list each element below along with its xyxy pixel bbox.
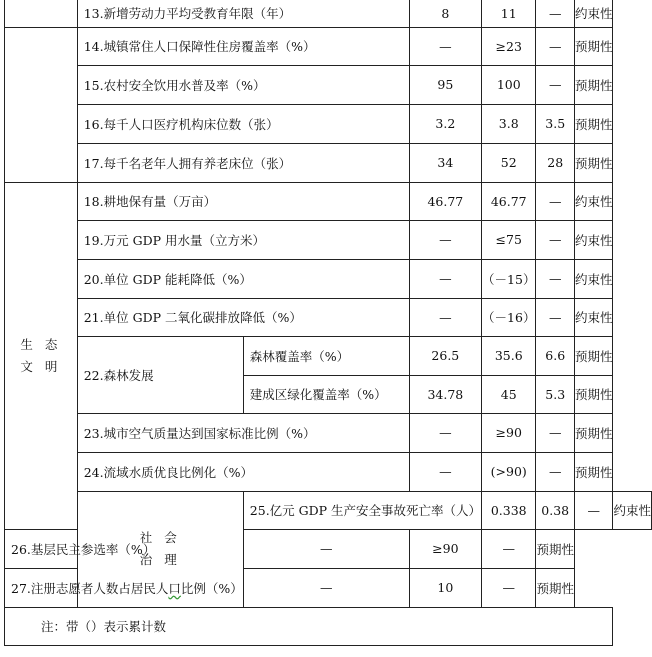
- value-growth: 28: [536, 143, 575, 182]
- indicator-label-group: 22.森林发展: [77, 336, 243, 413]
- attribute-cell: 预期性: [574, 375, 613, 413]
- value-base: —: [243, 529, 409, 568]
- indicator-label-part: 比例（%）: [180, 580, 243, 596]
- category-label: 生 态 文 明: [20, 336, 62, 374]
- value-target: ≤75: [482, 220, 536, 259]
- table-row: [5, 607, 652, 645]
- indicator-label: 13.新增劳动力平均受教育年限（年）: [77, 0, 409, 27]
- table-row: [5, 336, 652, 375]
- table-row: [5, 27, 652, 65]
- table-row: [5, 259, 652, 298]
- value-target: 45: [482, 375, 536, 413]
- value-growth: 3.5: [536, 104, 575, 143]
- table-row: [5, 452, 652, 491]
- table-note: 注：带（）表示累计数: [5, 607, 613, 645]
- table-row: [5, 65, 652, 104]
- value-growth: 5.3: [536, 375, 575, 413]
- value-target: ≥90: [482, 413, 536, 452]
- attribute-cell: 约束性: [574, 0, 613, 27]
- value-base: —: [409, 452, 481, 491]
- indicator-label: [5, 568, 244, 607]
- category-cell-empty: [5, 27, 78, 65]
- attribute-cell: 约束性: [574, 259, 613, 298]
- value-growth: —: [574, 491, 613, 529]
- attribute-cell: 预期性: [536, 529, 575, 568]
- value-base: —: [409, 220, 481, 259]
- value-growth: —: [536, 0, 575, 27]
- value-base: 26.5: [409, 336, 481, 375]
- value-target: 52: [482, 143, 536, 182]
- category-cell-empty: [5, 0, 78, 27]
- value-base: 46.77: [409, 182, 481, 220]
- sub-indicator-label: 建成区绿化覆盖率（%）: [243, 375, 409, 413]
- indicator-label: 23.城市空气质量达到国家标准比例（%）: [77, 413, 409, 452]
- indicator-label: 20.单位 GDP 能耗降低（%）: [77, 259, 409, 298]
- value-growth: —: [536, 259, 575, 298]
- value-target: 0.38: [536, 491, 575, 529]
- value-target: ≥90: [409, 529, 481, 568]
- category-ecology: [5, 182, 78, 529]
- value-growth: 6.6: [536, 336, 575, 375]
- indicator-label: 14.城镇常住人口保障性住房覆盖率（%）: [77, 27, 409, 65]
- value-base: 3.2: [409, 104, 481, 143]
- table-row: [5, 568, 652, 607]
- value-growth: —: [536, 65, 575, 104]
- attribute-cell: 预期性: [536, 568, 575, 607]
- indicator-label: 15.农村安全饮用水普及率（%）: [77, 65, 409, 104]
- category-label: 社 会 治 理: [139, 530, 181, 567]
- table-row: [5, 529, 652, 568]
- attribute-cell: 预期性: [574, 65, 613, 104]
- indicator-label: 19.万元 GDP 用水量（立方米）: [77, 220, 409, 259]
- value-target: 46.77: [482, 182, 536, 220]
- value-growth: —: [536, 413, 575, 452]
- table-row: [5, 413, 652, 452]
- value-target: ≥23: [482, 27, 536, 65]
- indicator-label: 16.每千人口医疗机构床位数（张）: [77, 104, 409, 143]
- table-row: [5, 182, 652, 220]
- attribute-cell: 预期性: [574, 27, 613, 65]
- value-growth: —: [536, 182, 575, 220]
- value-base: 8: [409, 0, 481, 27]
- indicator-label: 26.基层民主参选率（%）: [5, 529, 244, 568]
- value-target: 3.8: [482, 104, 536, 143]
- value-growth: —: [482, 568, 536, 607]
- table-row: [5, 143, 652, 182]
- value-target: 35.6: [482, 336, 536, 375]
- table-row: [5, 0, 652, 27]
- value-target: （－16）: [482, 298, 536, 336]
- category-cell-empty: [5, 143, 78, 182]
- attribute-cell: 约束性: [613, 491, 652, 529]
- indicator-label: 21.单位 GDP 二氧化碳排放降低（%）: [77, 298, 409, 336]
- indicator-label-underlined: 口: [168, 580, 181, 596]
- category-cell-empty: [5, 65, 78, 104]
- indicator-label: 17.每千名老年人拥有养老床位（张）: [77, 143, 409, 182]
- table-row: [5, 104, 652, 143]
- attribute-cell: 预期性: [574, 413, 613, 452]
- value-base: 0.338: [482, 491, 536, 529]
- table-row: [5, 298, 652, 336]
- value-base: —: [409, 27, 481, 65]
- attribute-cell: 约束性: [574, 220, 613, 259]
- value-base: —: [409, 413, 481, 452]
- indicator-table: [4, 0, 652, 646]
- attribute-cell: 预期性: [574, 452, 613, 491]
- value-target: (>90): [482, 452, 536, 491]
- category-cell-empty: [5, 104, 78, 143]
- attribute-cell: 预期性: [574, 336, 613, 375]
- value-growth: —: [536, 220, 575, 259]
- indicator-label: 18.耕地保有量（万亩）: [77, 182, 409, 220]
- table-row: [5, 491, 652, 529]
- indicator-label-part: 27.注册志愿者人数占居民人: [11, 580, 169, 596]
- indicator-label: 24.流域水质优良比例化（%）: [77, 452, 409, 491]
- value-growth: —: [536, 452, 575, 491]
- value-base: —: [243, 568, 409, 607]
- value-base: 95: [409, 65, 481, 104]
- value-target: 10: [409, 568, 481, 607]
- table-row: [5, 220, 652, 259]
- value-base: 34: [409, 143, 481, 182]
- value-base: —: [409, 259, 481, 298]
- attribute-cell: 预期性: [574, 143, 613, 182]
- value-growth: —: [536, 27, 575, 65]
- value-target: 100: [482, 65, 536, 104]
- attribute-cell: 约束性: [574, 182, 613, 220]
- value-growth: —: [482, 529, 536, 568]
- value-base: —: [409, 298, 481, 336]
- indicator-label: 25.亿元 GDP 生产安全事故死亡率（人）: [243, 491, 481, 529]
- attribute-cell: 约束性: [574, 298, 613, 336]
- value-target: （－15）: [482, 259, 536, 298]
- value-base: 34.78: [409, 375, 481, 413]
- attribute-cell: 预期性: [574, 104, 613, 143]
- sub-indicator-label: 森林覆盖率（%）: [243, 336, 409, 375]
- value-growth: —: [536, 298, 575, 336]
- value-target: 11: [482, 0, 536, 27]
